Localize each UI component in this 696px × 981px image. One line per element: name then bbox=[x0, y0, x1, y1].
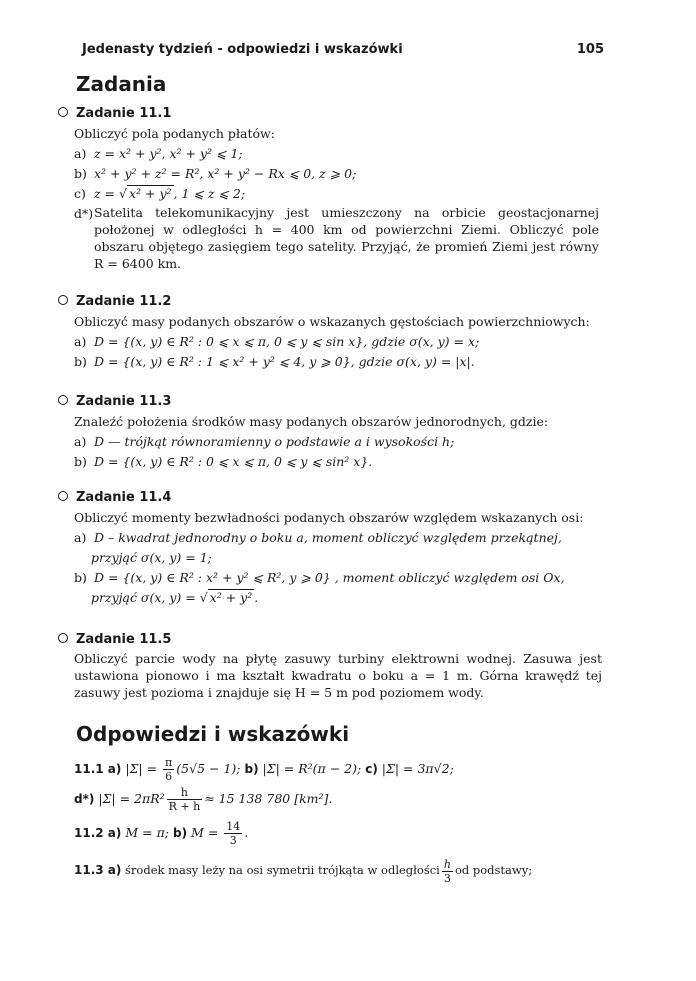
subtask-a: a) D = {(x, y) ∈ R² : 0 ⩽ x ⩽ π, 0 ⩽ y ⩽ sin x}, gdzie σ(x, y) = x; bbox=[74, 334, 480, 349]
task-11-5 bbox=[58, 630, 618, 701]
subtask-b: b) x² + y² + z² = R², x² + y² − Rx ⩽ 0, z ⩾ 0; bbox=[74, 166, 357, 181]
subtask-a: a) z = x² + y², x² + y² ⩽ 1; bbox=[74, 146, 243, 161]
page-number: 105 bbox=[576, 42, 604, 57]
task-intro: Obliczyć pola podanych płatów: bbox=[74, 126, 275, 141]
subtask-a: a) D – kwadrat jednorodny o boku a, moment obliczyć względem przekątnej, bbox=[74, 530, 562, 545]
subtask-b-cont: przyjąć σ(x, y) = √ x² + y² . bbox=[91, 590, 259, 605]
circle-bullet-icon bbox=[58, 295, 68, 305]
tasks-heading: Zadania bbox=[76, 72, 167, 96]
circle-bullet-icon bbox=[58, 107, 68, 117]
task-title: Zadanie 11.5 bbox=[76, 632, 172, 647]
answer-11-2: 11.2 a) M = π; b) M = $\frac{14}{3}$ . bbox=[74, 820, 249, 847]
circle-bullet-icon bbox=[58, 633, 68, 643]
task-text: Obliczyć parcie wody na płytę zasuwy turbiny elektrowni wodnej. Zasuwa jest ustawiona pionowo i ma kształt kwadratu o boku a = 1 m. Górna krawędź tej zasuwy jest pozioma i znajduje się H = 5 m pod poziomem wody. bbox=[74, 651, 602, 700]
subtask-a: a) D — trójkąt równoramienny o podstawie a i wysokości h; bbox=[74, 434, 455, 449]
task-11-4 bbox=[58, 488, 618, 608]
circle-bullet-icon bbox=[58, 491, 68, 501]
task-title: Zadanie 11.2 bbox=[76, 294, 172, 309]
subtask-a-cont: przyjąć σ(x, y) = 1; bbox=[91, 550, 212, 565]
subtask-b: b) D = {(x, y) ∈ R² : 1 ⩽ x² + y² ⩽ 4, y ⩾ 0}, gdzie σ(x, y) = |x|. bbox=[74, 354, 475, 369]
running-header bbox=[82, 42, 604, 57]
circle-bullet-icon bbox=[58, 395, 68, 405]
task-title: Zadanie 11.4 bbox=[76, 490, 172, 505]
subtask-d: d*) Satelita telekomunikacyjny jest umieszczony na orbicie geostacjonarnej położonej w odległości h = 400 km od powierzchni Ziemi. Obliczyć pole obszaru objętego zasięgiem tego satelity. Przyjąć, że promień Ziemi jest równy R = 6400 km. bbox=[74, 205, 599, 271]
task-title: Zadanie 11.1 bbox=[76, 106, 172, 121]
task-intro: Obliczyć momenty bezwładności podanych obszarów względem wskazanych osi: bbox=[74, 510, 584, 525]
answers-list bbox=[74, 756, 614, 890]
task-11-3 bbox=[58, 392, 618, 472]
task-title: Zadanie 11.3 bbox=[76, 394, 172, 409]
task-intro: Znaleźć położenia środków masy podanych obszarów jednorodnych, gdzie: bbox=[74, 414, 549, 429]
running-title: Jedenasty tydzień - odpowiedzi i wskazówki bbox=[82, 42, 403, 57]
answers-heading: Odpowiedzi i wskazówki bbox=[76, 722, 350, 746]
subtask-b: b) D = {(x, y) ∈ R² : x² + y² ⩽ R², y ⩾ 0} , moment obliczyć względem osi Ox, bbox=[74, 570, 565, 585]
answer-11-1-d: d*) |Σ| = 2πR² $\frac{h}{R + h}$ ≈ 15 138 780 [km²]. bbox=[74, 786, 333, 813]
task-11-1 bbox=[58, 104, 618, 272]
subtask-b: b) D = {(x, y) ∈ R² : 0 ⩽ x ⩽ π, 0 ⩽ y ⩽ sin² x}. bbox=[74, 454, 373, 469]
answer-11-3: 11.3 a) środek masy leży na osi symetrii trójkąta w odległości $\frac{h}{3}$ od podstawy; bbox=[74, 857, 533, 885]
task-intro: Obliczyć masy podanych obszarów o wskazanych gęstościach powierzchniowych: bbox=[74, 314, 590, 329]
subtask-c: c) z = √ x² + y² , 1 ⩽ z ⩽ 2; bbox=[74, 186, 246, 201]
answer-11-1: 11.1 a) |Σ| = $\frac{\pi}{6}$ (5√5 − 1); b) |Σ| = R²(π − 2); c) |Σ| = 3π√2; bbox=[74, 756, 454, 783]
task-11-2 bbox=[58, 292, 618, 372]
